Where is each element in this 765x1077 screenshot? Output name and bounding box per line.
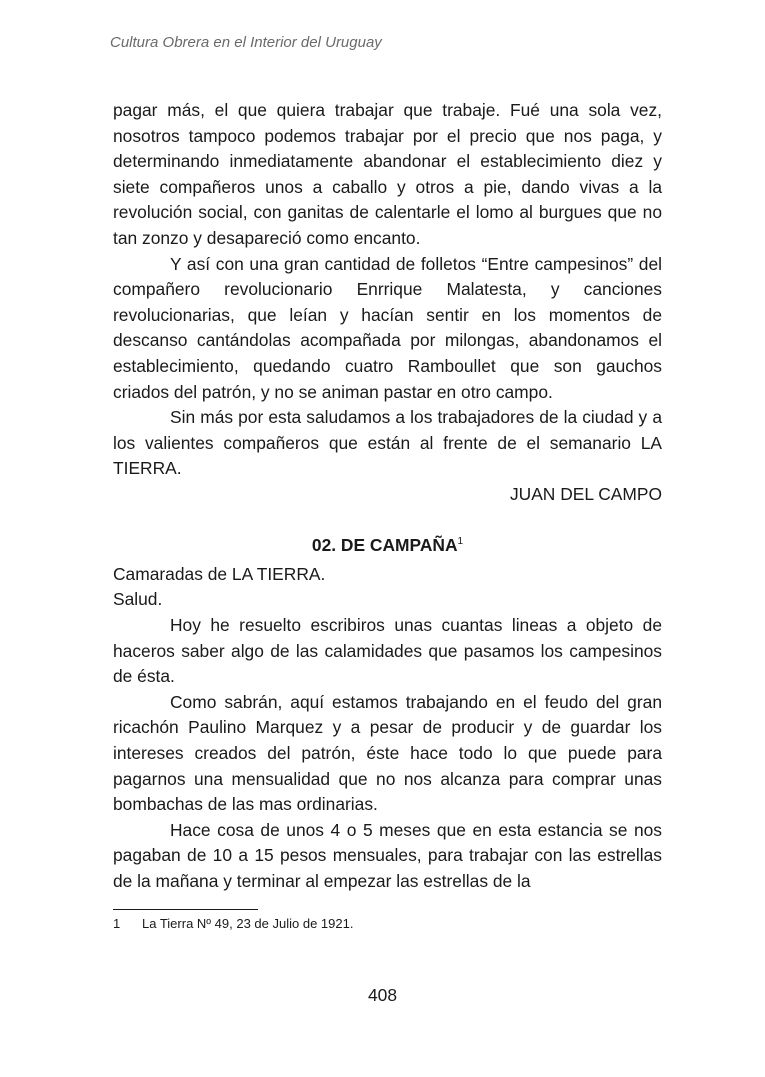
footnote-number: 1 (113, 916, 121, 931)
running-header: Cultura Obrera en el Interior del Uruguay (110, 34, 382, 51)
section-title-text: 02. DE CAMPAÑA (311, 534, 458, 555)
footnote-text: La Tierra Nº 49, 23 de Julio de 1921. (142, 916, 354, 931)
paragraph: Sin más por esta saludamos a los trabajadores de la ciudad y a los valientes compañeros que están al frente de el semanario LA TIERRA. (113, 407, 662, 479)
paragraph: pagar más, el que quiera trabajar que trabaje. Fué una sola vez, nosotros tampoco podemos trabajar por el precio que nos paga, y determinando inmediatamente abandonar el establecimiento diez y siete compañeros unos a caballo y otros a pie, dando vivas a la revolución social, con ganitas de calentarle el lomo al burgues que no tan zonzo y desapareció como encanto. (113, 100, 662, 248)
footnote-marker[interactable]: 1 (457, 535, 464, 547)
section-title (113, 529, 662, 558)
salutation: Camaradas de LA TIERRA. (113, 563, 326, 584)
footnote-divider (113, 909, 258, 910)
paragraph: Hace cosa de unos 4 o 5 meses que en esta estancia se nos pagaban de 10 a 15 pesos mensuales, para trabajar con las estrellas de la mañana y terminar al empezar las estrellas de la (113, 819, 662, 892)
paragraph: Hoy he resuelto escribiros unas cuantas lineas a objeto de haceros saber algo de las calamidades que pasamos los campesinos de ésta. (113, 615, 662, 687)
body-text (113, 98, 662, 895)
footnote (113, 916, 353, 931)
signature: JUAN DEL CAMPO (509, 483, 662, 504)
paragraph: Como sabrán, aquí estamos trabajando en el feudo del gran ricachón Paulino Marquez y a pesar de producir y de guardar los intereses creados del patrón, éste hace todo lo que puede para pagarnos una mensualidad que no nos alcanza para comprar unas bombachas de las mas ordinarias. (113, 691, 662, 815)
page-number: 408 (367, 985, 397, 1005)
paragraph: Y así con una gran cantidad de folletos “Entre campesinos” del compañero revolucionario Enrrique Malatesta, y canciones revolucionarias, que leían y hacían sentir en los momentos de descanso cantándolas acompañada por milongas, abandonamos el establecimiento, quedando cuatro Ramboullet que son gauchos criados del patrón, y no se animan pastar en otro campo. (113, 253, 662, 402)
greeting: Salud. (113, 589, 163, 610)
